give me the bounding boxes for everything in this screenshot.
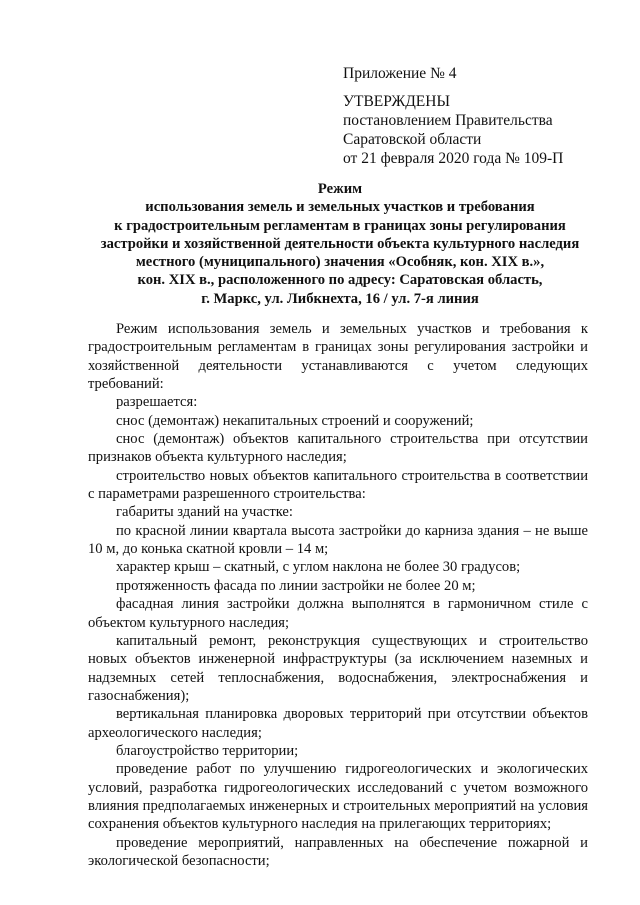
body-paragraph: благоустройство территории; bbox=[116, 742, 299, 759]
body-paragraph: габариты зданий на участке: bbox=[116, 504, 293, 521]
body-paragraph: снос (демонтаж) объектов капитального строительства при отсутствии признаков объекта культурного наследия; bbox=[88, 431, 588, 466]
approved-line: Саратовской области bbox=[343, 131, 482, 148]
title-line: г. Маркс, ул. Либкнехта, 16 / ул. 7-я линия bbox=[201, 290, 479, 307]
title-line: местного (муниципального) значения «Особняк, кон. XIX в.», bbox=[135, 254, 545, 271]
body-paragraph: Режим использования земель и земельных участков и требования к градостроительным регламентам в границах зоны регулирования застройки и хозяйственной деятельности устанавливаются с учетом следующих требований: bbox=[88, 321, 588, 393]
body-paragraph: разрешается: bbox=[116, 394, 198, 411]
approved-line: постановлением Правительства bbox=[343, 112, 553, 129]
body-paragraph: проведение работ по улучшению гидрогеологических и экологических условий, разработка гидрогеологических исследований с учетом возможного влияния предполагаемых инженерных и строительных мероприятий на условия сохранения объектов культурного наследия на прилегающих территориях; bbox=[88, 761, 588, 833]
document-title bbox=[80, 180, 600, 308]
approved-date-line: от 21 февраля 2020 года № 109-П bbox=[343, 150, 564, 167]
body-paragraph: протяженность фасада по линии застройки не более 20 м; bbox=[116, 577, 476, 594]
body-paragraph: по красной линии квартала высота застройки до карниза здания – не выше 10 м, до конька скатной кровли – 14 м; bbox=[88, 522, 588, 558]
title-heading: Режим bbox=[317, 181, 363, 197]
document-body bbox=[88, 320, 588, 870]
appendix-label: Приложение № 4 bbox=[343, 65, 457, 82]
body-paragraph: вертикальная планировка дворовых территорий при отсутствии объектов археологического наследия; bbox=[88, 706, 588, 741]
body-paragraph: фасадная линия застройки должна выполнятся в гармоничном стиле с объектом культурного наследия; bbox=[88, 596, 588, 631]
body-paragraph: капитальный ремонт, реконструкция существующих и строительство новых объектов инженерной инфраструктуры (за исключением наземных и надземных сетей теплоснабжения, водоснабжения, электроснабжения и газоснабжения); bbox=[88, 632, 588, 704]
title-line: кон. XIX в., расположенного по адресу: Саратовская область, bbox=[137, 272, 543, 289]
body-paragraph: строительство новых объектов капитального строительства в соответствии с параметрами разрешенного строительства: bbox=[88, 467, 588, 503]
body-paragraph: характер крыш – скатный, с углом наклона не более 30 градусов; bbox=[116, 559, 521, 576]
body-paragraph: снос (демонтаж) некапитальных строений и сооружений; bbox=[116, 412, 474, 429]
approved-heading: УТВЕРЖДЕНЫ bbox=[343, 93, 450, 110]
title-line: застройки и хозяйственной деятельности объекта культурного наследия bbox=[100, 235, 580, 252]
title-line: использования земель и земельных участков и требования bbox=[145, 199, 535, 216]
title-line: к градостроительным регламентам в границах зоны регулирования bbox=[114, 217, 566, 234]
body-paragraph: проведение мероприятий, направленных на обеспечение пожарной и экологической безопасности; bbox=[88, 834, 588, 869]
approval-block bbox=[343, 92, 563, 168]
